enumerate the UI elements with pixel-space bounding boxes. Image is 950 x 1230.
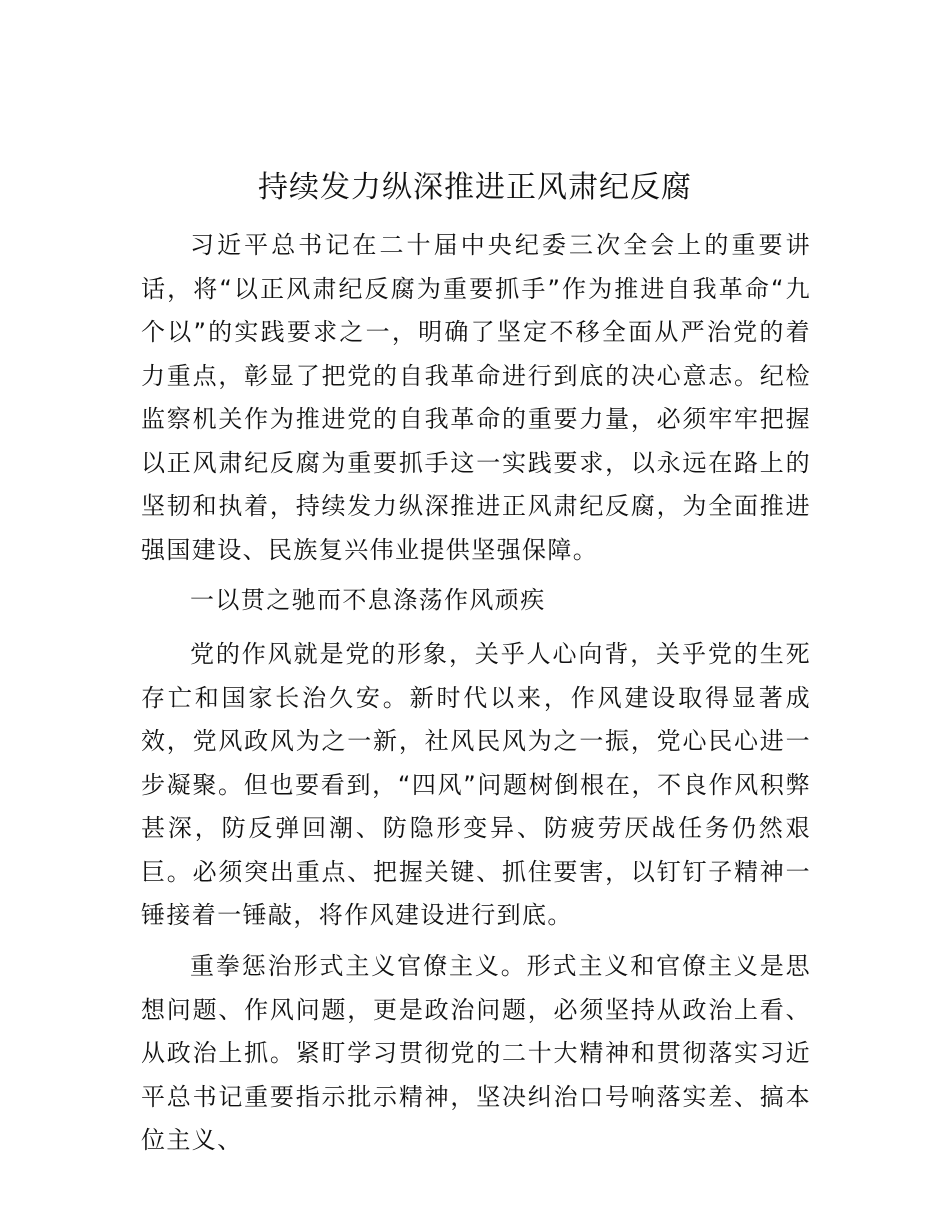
document-title: 持续发力纵深推进正风肃纪反腐	[258, 170, 692, 205]
section-heading: 一以贯之驰而不息涤荡作风顽疾	[190, 586, 546, 614]
paragraph-intro: 习近平总书记在二十届中央纪委三次全会上的重要讲话，将“以正风肃纪反腐为重要抓手”作为推进自我革命“九个以”的实践要求之一，明确了坚定不移全面从严治党的着力重点，彰显了把党的自我革命进行到底的决心意志。纪检监察机关作为推进党的自我革命的重要力量，必须牢牢把握以正风肃纪反腐为重要抓手这一实践要求，以永远在路上的坚韧和执着，持续发力纵深推进正风肃纪反腐，为全面推进强国建设、民族复兴伟业提供坚强保障。	[141, 231, 811, 564]
paragraph-formalism: 重拳惩治形式主义官僚主义。形式主义和官僚主义是思想问题、作风问题，更是政治问题，必须坚持从政治上看、从政治上抓。紧盯学习贯彻党的二十大精神和贯彻落实习近平总书记重要指示批示精神，坚决纠治口号响落实差、搞本位主义、	[141, 952, 811, 1154]
paragraph-style: 党的作风就是党的形象，关乎人心向背，关乎党的生死存亡和国家长治久安。新时代以来，作风建设取得显著成效，党风政风为之一新，社风民风为之一振，党心民心进一步凝聚。但也要看到，“四风”问题树倒根在，不良作风积弊甚深，防反弹回潮、防隐形变异、防疲劳厌战任务仍然艰巨。必须突出重点、把握关键、抓住要害，以钉钉子精神一锤接着一锤敲，将作风建设进行到底。	[141, 640, 811, 929]
